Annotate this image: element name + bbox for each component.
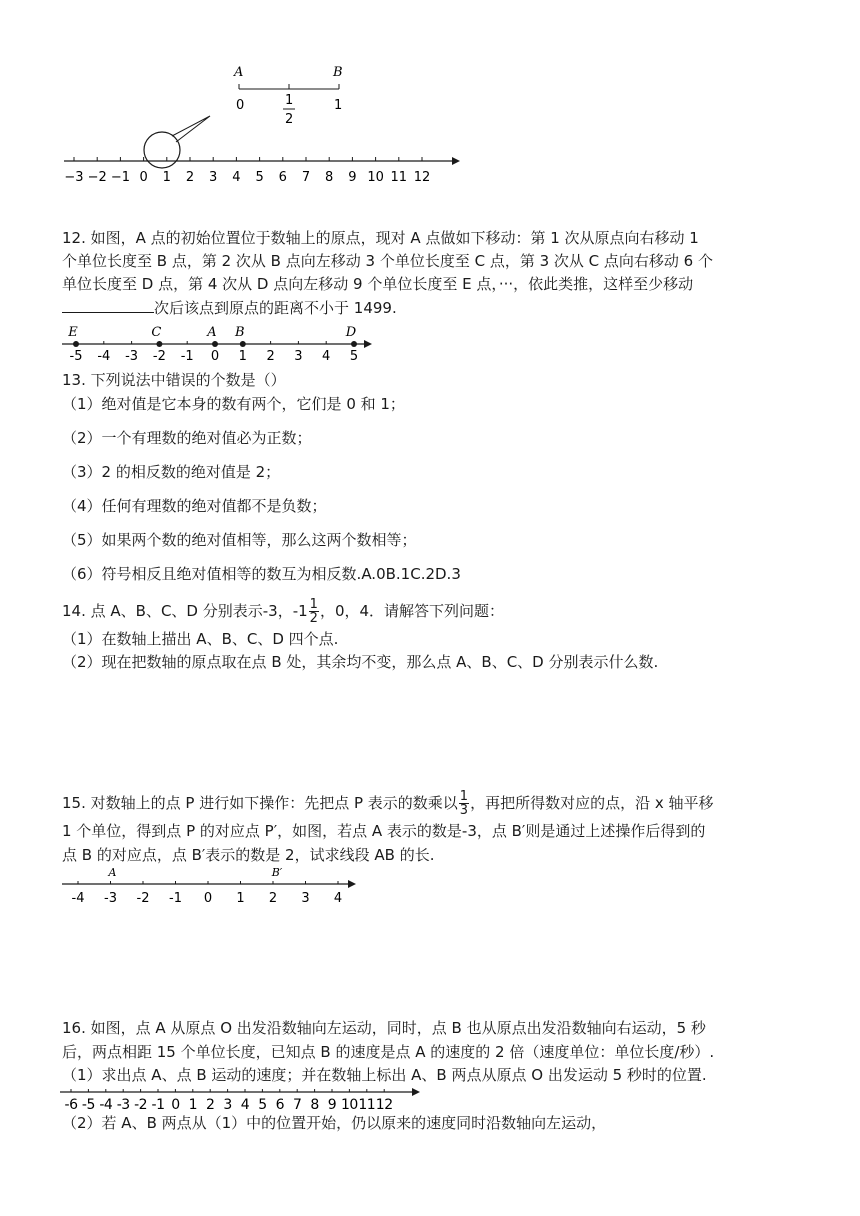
q12-axis-tick-label: 5 <box>349 349 359 364</box>
q16-axis-tick-label: 8 <box>310 1097 319 1113</box>
segment-label-b: B <box>333 65 343 80</box>
wheel-number-axis-figure <box>60 110 470 190</box>
q12-point-label: B <box>235 325 245 340</box>
q12-axis-tick-label: 4 <box>322 349 331 364</box>
wheel-axis-tick-label: 8 <box>325 170 334 185</box>
q13-item-6: （6）符号相反且绝对值相等的数互为相反数.A.0B.1C.2D.3 <box>62 565 461 583</box>
q13-item-4: （4）任何有理数的绝对值都不是负数； <box>62 497 327 515</box>
q12-answer-blank[interactable] <box>62 296 154 313</box>
q12-axis-tick-label: -3 <box>125 349 139 364</box>
q16-axis-tick-label: 10 <box>340 1097 358 1113</box>
q15-fraction: $\frac{1}{3}$ <box>459 789 469 818</box>
q12-point-label: A <box>207 325 217 340</box>
q14-line-3: （2）现在把数轴的原点取在点 B 处，其余均不变，那么点 A、B、C、D 分别表示什么数. <box>62 653 659 671</box>
wheel-axis-tick-label: −3 <box>64 170 84 185</box>
q12-point-dot <box>73 341 79 347</box>
wheel-axis-tick-label: 10 <box>367 170 384 185</box>
wheel-circle <box>144 132 180 168</box>
q12-axis-tick-label: -1 <box>180 349 194 364</box>
q15-number-axis-figure <box>58 862 368 910</box>
q15-axis-tick-label: 2 <box>268 891 278 906</box>
q12-axis-tick-label: -2 <box>152 349 166 364</box>
q15-point-a-label: A <box>108 866 117 879</box>
wheel-axis-tick-label: 1 <box>162 170 171 185</box>
q16-axis-tick-label: 12 <box>375 1097 393 1113</box>
q15-axis-tick-label: 4 <box>333 891 343 906</box>
segment-tick-half-den: 2 <box>285 112 294 127</box>
q15-axis-tick-label: -4 <box>71 891 85 906</box>
q16-axis-tick-label: 6 <box>275 1097 285 1113</box>
q16-line-1: 16. 如图，点 A 从原点 O 出发沿数轴向左运动，同时，点 B 也从原点出发沿数轴向右运动，5 秒 <box>62 1019 706 1037</box>
q14-line-2: （1）在数轴上描出 A、B、C、D 四个点. <box>62 630 339 648</box>
q16-axis-tick-label: 2 <box>205 1097 215 1113</box>
q16-axis-tick-label: -6 <box>64 1097 78 1113</box>
q15-line-1-pre: 15. 对数轴上的点 P 进行如下操作：先把点 P 表示的数乘以 <box>62 794 458 812</box>
wheel-axis-tick-label: −2 <box>87 170 107 185</box>
wheel-axis-tick-label: 0 <box>139 170 148 185</box>
q16-axis-tick-label: -2 <box>134 1097 148 1113</box>
q12-axis-arrow <box>364 340 372 348</box>
q15-line-2: 1 个单位，得到点 P 的对应点 P′，如图，若点 A 表示的数是-3，点 B′则是通过上述操作后得到的 <box>62 822 706 840</box>
q16-axis-tick-label: 3 <box>223 1097 232 1113</box>
wheel-axis-tick-label: −1 <box>110 170 130 185</box>
q14-line-1-post: ，0，4．请解答下列问题： <box>319 602 505 620</box>
q16-number-axis-figure <box>58 1084 438 1114</box>
segment-tick-1: 1 <box>334 98 343 113</box>
q16-line-3: （1）求出点 A、点 B 运动的速度；并在数轴上标出 A、B 两点从原点 O 出发运动 5 秒时的位置. <box>62 1066 707 1084</box>
q15-line-3: 点 B 的对应点，点 B′表示的数是 2，试求线段 AB 的长. <box>62 846 435 864</box>
q12-axis-tick-label: -5 <box>69 349 83 364</box>
wheel-axis-tick-label: 2 <box>185 170 195 185</box>
q16-axis-tick-label: 1 <box>188 1097 198 1113</box>
q16-axis-tick-label: -5 <box>81 1097 95 1113</box>
wheel-axis-tick-label: 4 <box>232 170 241 185</box>
q15-axis-tick-label: -3 <box>104 891 117 906</box>
q16-axis-tick-label: 11 <box>358 1097 376 1113</box>
q13-item-5: （5）如果两个数的绝对值相等，那么这两个数相等； <box>62 531 417 549</box>
q15-line-1-post: ，再把所得数对应的点，沿 x 轴平移 <box>470 794 714 812</box>
segment-tick-half-num: 1 <box>285 93 294 108</box>
q13-item-1: （1）绝对值是它本身的数有两个，它们是 0 和 1； <box>62 395 405 413</box>
wheel-axis-tick-label: 6 <box>278 170 287 185</box>
q12-line-1: 12. 如图，A 点的初始位置位于数轴上的原点，现对 A 点做如下移动：第 1 次从原点向右移动 1 <box>62 229 699 247</box>
q12-axis-tick-label: -4 <box>97 349 111 364</box>
q15-axis-tick-label: 3 <box>301 891 310 906</box>
wheel-axis-tick-label: 9 <box>348 170 357 185</box>
wheel-pointer <box>172 116 210 142</box>
q12-number-axis-figure <box>58 322 378 364</box>
q16-axis-tick-label: 4 <box>240 1097 250 1113</box>
q12-axis-tick-label: 1 <box>238 349 247 364</box>
q15-axis-tick-label: 1 <box>236 891 245 906</box>
q12-point-dot <box>240 341 246 347</box>
q13-title: 13. 下列说法中错误的个数是（） <box>62 371 286 389</box>
q16-axis-tick-label: 9 <box>327 1097 337 1113</box>
wheel-axis-arrow <box>452 157 460 165</box>
q14-line-1-pre: 14. 点 A、B、C、D 分别表示-3，-1 <box>62 602 308 620</box>
segment-label-a: A <box>234 65 244 80</box>
q12-point-dot <box>156 341 162 347</box>
q16-axis-tick-label: 5 <box>258 1097 267 1113</box>
q16-axis-arrow <box>412 1088 420 1096</box>
q13-item-3: （3）2 的相反数的绝对值是 2； <box>62 463 281 481</box>
q16-axis-tick-label: -4 <box>99 1097 113 1113</box>
q16-line-2: 后，两点相距 15 个单位长度，已知点 B 的速度是点 A 的速度的 2 倍（速度单位：单位长度/秒）. <box>62 1043 715 1061</box>
wheel-axis-tick-label: 5 <box>255 170 264 185</box>
q16-axis-tick-label: -1 <box>151 1097 165 1113</box>
q16-axis-tick-label: 0 <box>171 1097 180 1113</box>
q14-fraction: $\frac{1}{2}$ <box>309 597 318 626</box>
q15-axis-tick-label: -1 <box>169 891 182 906</box>
q12-point-label: E <box>68 325 78 340</box>
q12-point-dot <box>212 341 218 347</box>
q15-axis-tick-label: 0 <box>203 891 213 906</box>
q16-axis-tick-label: 7 <box>292 1097 302 1113</box>
q12-line-2: 个单位长度至 B 点，第 2 次从 B 点向左移动 3 个单位长度至 C 点，第 3 次从 C 点向右移动 6 个 <box>62 252 713 270</box>
wheel-axis-tick-label: 12 <box>413 170 431 185</box>
q12-line-4-text: 次后该点到原点的距离不小于 1499. <box>154 299 397 317</box>
q15-axis-tick-label: -2 <box>136 891 150 906</box>
wheel-axis-tick-label: 7 <box>301 170 311 185</box>
q15-point-b-prime-label: B′ <box>271 866 283 879</box>
q15-line-1 <box>62 790 714 817</box>
q12-line-3: 单位长度至 D 点，第 4 次从 D 点向左移动 9 个单位长度至 E 点，···，依此类推，这样至少移动 <box>62 275 694 293</box>
q13-item-2: （2）一个有理数的绝对值必为正数； <box>62 429 312 447</box>
q12-point-label: D <box>345 325 357 340</box>
q15-axis-arrow <box>348 880 356 888</box>
q16-line-4: （2）若 A、B 两点从（1）中的位置开始，仍以原来的速度同时沿数轴向左运动， <box>62 1114 607 1132</box>
segment-tick-0: 0 <box>236 98 245 113</box>
q12-point-dot <box>351 341 357 347</box>
q12-axis-tick-label: 3 <box>294 349 303 364</box>
wheel-axis-tick-label: 11 <box>390 170 408 185</box>
wheel-axis-tick-label: 3 <box>209 170 218 185</box>
q12-point-label: C <box>151 325 162 340</box>
q12-axis-tick-label: 0 <box>210 349 220 364</box>
q16-axis-tick-label: -3 <box>116 1097 130 1113</box>
q12-line-4 <box>62 296 397 320</box>
q14-line-1 <box>62 598 504 625</box>
q12-axis-tick-label: 2 <box>266 349 275 364</box>
